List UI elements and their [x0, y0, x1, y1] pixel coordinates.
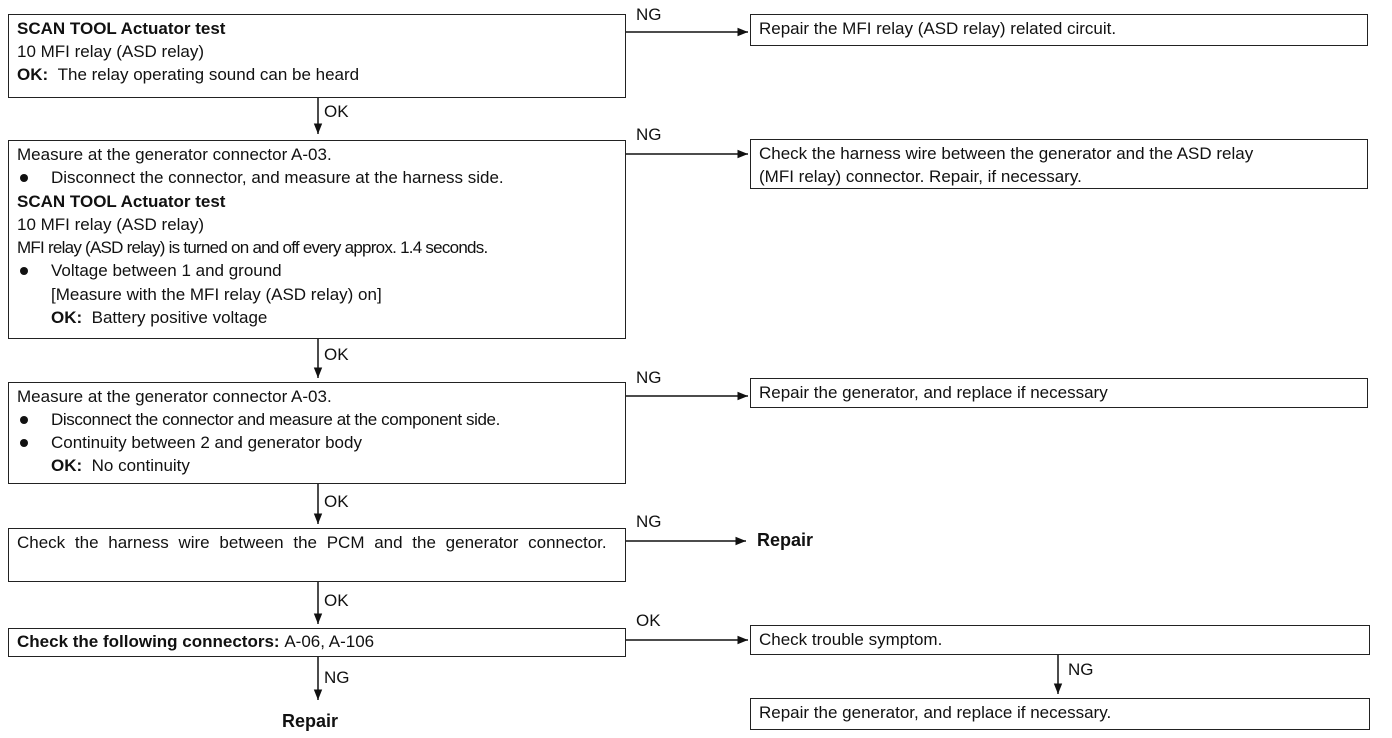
label-ok-1: OK	[324, 102, 349, 121]
result-1-text: Repair the MFI relay (ASD relay) related circuit.	[759, 19, 1117, 38]
step-3-ok-text: No continuity	[91, 456, 190, 475]
step-3-box	[8, 382, 626, 484]
step-1-ok-text: The relay operating sound can be heard	[57, 65, 360, 84]
label-ng-right: NG	[1068, 660, 1094, 679]
result-3-box	[750, 378, 1368, 408]
step-1-ok-label: OK:	[17, 65, 49, 84]
label-ng-2: NG	[636, 125, 662, 144]
step-5-box	[8, 628, 626, 657]
step-4-text: Check the harness wire between the PCM and the generator connector.	[17, 533, 607, 552]
label-ng-bottom: NG	[324, 668, 350, 687]
result-3-text: Repair the generator, and replace if necessary	[759, 383, 1108, 402]
step-2-title: SCAN TOOL Actuator test	[17, 191, 226, 211]
result-2-line-2: (MFI relay) connector. Repair, if necessary.	[759, 167, 1082, 186]
result-6-box	[750, 698, 1370, 730]
label-ok-2: OK	[324, 345, 349, 364]
label-ng-1: NG	[636, 5, 662, 24]
step-2-line-3: MFI relay (ASD relay) is turned on and off every approx. 1.4 seconds.	[17, 238, 488, 258]
label-ng-3: NG	[636, 368, 662, 387]
step-3-ok-label: OK:	[51, 456, 83, 475]
step-3-bullet-1: Disconnect the connector and measure at the component side.	[17, 408, 617, 431]
label-ok-5: OK	[636, 611, 661, 630]
step-2-note: [Measure with the MFI relay (ASD relay) on]	[51, 284, 382, 304]
bottom-repair: Repair	[282, 711, 339, 731]
step-2-bullet-1: Disconnect the connector, and measure at the harness side.	[17, 166, 617, 189]
step-3-bullet-2: Continuity between 2 and generator body	[17, 431, 617, 454]
step-4-box	[8, 528, 626, 582]
result-5-text: Check trouble symptom.	[759, 630, 943, 649]
result-6-text: Repair the generator, and replace if necessary.	[759, 703, 1112, 722]
result-2-box	[750, 139, 1368, 189]
label-ng-4: NG	[636, 512, 662, 531]
step-2-bullet-2: Voltage between 1 and ground	[17, 259, 617, 282]
label-ok-4: OK	[324, 591, 349, 610]
step-3-line-1: Measure at the generator connector A-03.	[17, 387, 332, 406]
step-5-text: A-06, A-106	[284, 632, 375, 651]
step-1-title: SCAN TOOL Actuator test	[17, 19, 226, 38]
step-5-label: Check the following connectors:	[17, 632, 280, 651]
step-2-ok-label: OK:	[51, 308, 83, 328]
result-4-repair: Repair	[757, 530, 814, 550]
result-1-box	[750, 14, 1368, 46]
result-2-line-1: Check the harness wire between the generator and the ASD relay	[759, 144, 1254, 163]
step-1-box	[8, 14, 626, 98]
label-ok-3: OK	[324, 492, 349, 511]
result-5-box	[750, 625, 1370, 655]
step-2-line-2: 10 MFI relay (ASD relay)	[17, 214, 205, 234]
step-2-line-1: Measure at the generator connector A-03.	[17, 145, 332, 164]
step-2-ok-text: Battery positive voltage	[91, 308, 268, 328]
step-1-line: 10 MFI relay (ASD relay)	[17, 42, 205, 61]
step-2-box	[8, 140, 626, 339]
